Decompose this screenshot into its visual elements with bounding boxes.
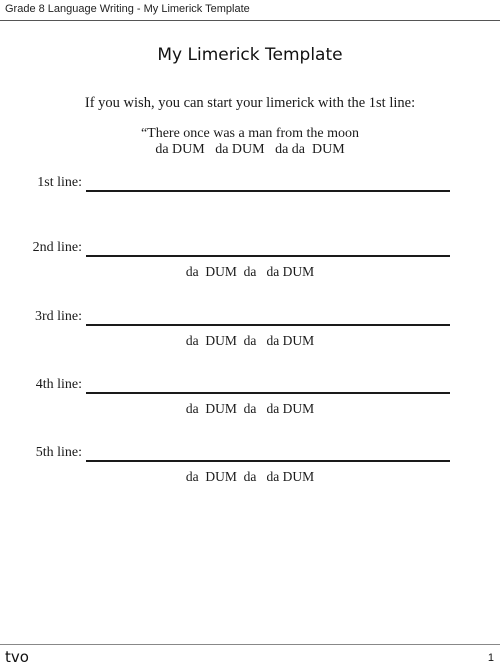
line-label-1: 1st line: <box>37 175 82 190</box>
stress-pattern-4: da DUM da da DUM <box>185 401 315 416</box>
line-row-3 <box>0 309 500 329</box>
line-label-2: 2nd line: <box>32 240 82 255</box>
stress-pattern-3: da DUM da da DUM <box>185 333 315 348</box>
line-label-4: 4th line: <box>35 377 82 392</box>
example-stress-pattern: da DUM da DUM da da DUM <box>155 142 345 157</box>
header-title: Grade 8 Language Writing - My Limerick Template <box>5 3 250 15</box>
stress-pattern-2: da DUM da da DUM <box>185 264 315 279</box>
writing-line-2[interactable] <box>86 255 450 257</box>
stress-pattern-5: da DUM da da DUM <box>185 469 315 484</box>
line-row-1 <box>0 175 500 195</box>
instruction-text: If you wish, you can start your limerick with the 1st line: <box>84 95 416 111</box>
writing-line-4[interactable] <box>86 392 450 394</box>
example-first-line: “There once was a man from the moon <box>140 126 360 141</box>
page-title: My Limerick Template <box>157 45 343 65</box>
writing-line-3[interactable] <box>86 324 450 326</box>
header-divider <box>0 20 500 21</box>
writing-line-5[interactable] <box>86 460 450 462</box>
line-row-5 <box>0 445 500 465</box>
writing-line-1[interactable] <box>86 190 450 192</box>
page-number: 1 <box>487 652 494 664</box>
line-label-3: 3rd line: <box>34 309 82 324</box>
footer-divider <box>0 644 500 645</box>
tvo-logo: tvo <box>5 648 29 666</box>
line-row-4 <box>0 377 500 397</box>
line-row-2 <box>0 240 500 260</box>
line-label-5: 5th line: <box>35 445 82 460</box>
